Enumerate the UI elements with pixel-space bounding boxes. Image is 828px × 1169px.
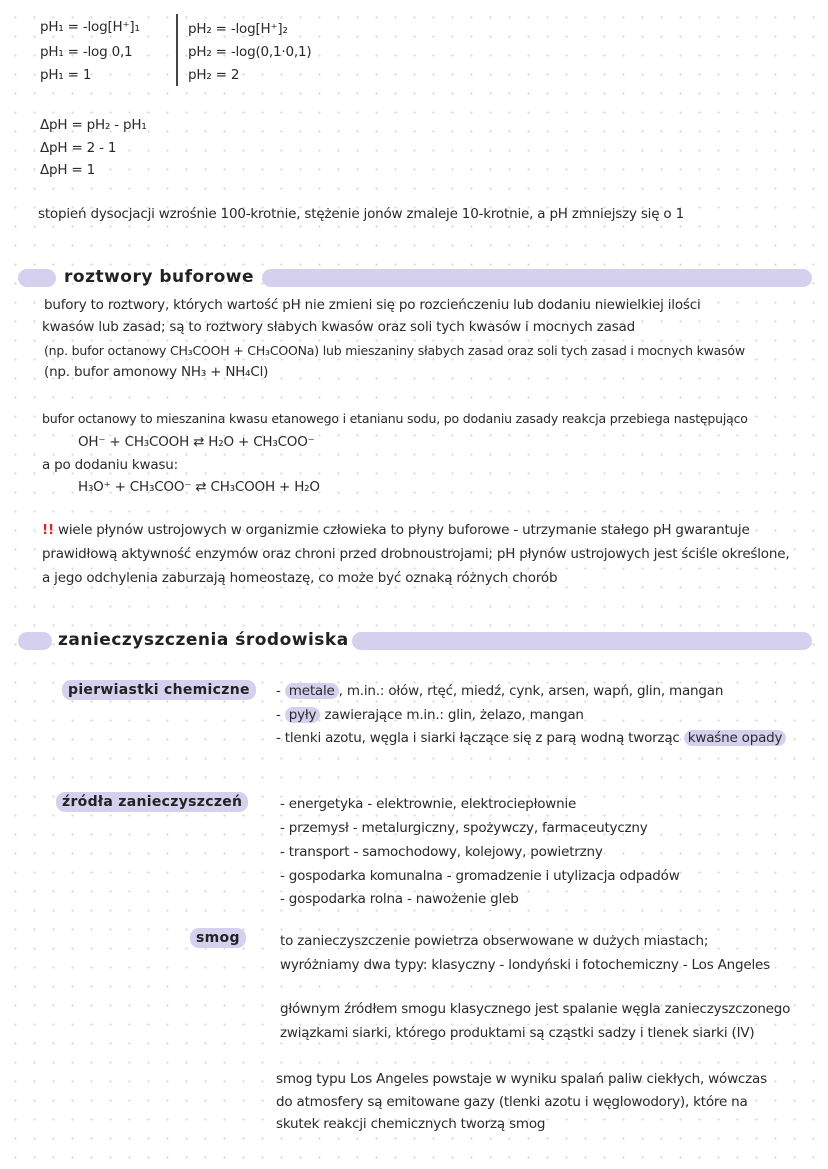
acetate-buffer-text: bufor octanowy to mieszanina kwasu etanowego i etanianu sodu, po dodaniu zasady reakcja przebiega następująco [42,411,748,426]
label-smog: smog [190,928,246,948]
reaction-base: OH⁻ + CH₃COOH ⇄ H₂O + CH₃COO⁻ [78,434,315,450]
calc-conclusion: stopień dysocjacji wzrośnie 100-krotnie, stężenie jonów zmaleje 10-krotnie, a pH zmniejszy się o 1 [38,206,684,222]
calc-left-line-2: pH₁ = -log 0,1 [40,44,133,60]
highlight-metals: metale [285,683,339,699]
smog-p3-line-2: do atmosfery są emitowane gazy (tlenki azotu i węglowodory), które na [276,1094,748,1110]
smog-p1-line-2: wyróżniamy dwa typy: klasyczny - londyński i fotochemiczny - Los Angeles [280,957,770,973]
heading-bar-right [262,269,812,287]
reaction-acid: H₃O⁺ + CH₃COO⁻ ⇄ CH₃COOH + H₂O [78,479,320,495]
elements-line-2 [276,706,584,724]
smog-p1-line-1: to zanieczyszczenie powietrza obserwowane w dużych miastach; [280,933,709,949]
buffer-definition-line-3: (np. bufor octanowy CH₃COOH + CH₃COONa) lub mieszaniny słabych zasad oraz soli tych zasad i mocnych kwasów [44,343,745,358]
label-chemical-elements: pierwiastki chemiczne [62,680,256,700]
source-item-4: - gospodarka komunalna - gromadzenie i utylizacja odpadów [280,868,680,884]
calc-divider [176,14,178,86]
heading-bar-left-2 [18,632,52,650]
highlight-dust: pyły [285,707,321,723]
smog-p3-line-3: skutek reakcji chemicznych tworzą smog [276,1116,546,1132]
delta-line-2: ΔpH = 2 - 1 [40,140,117,156]
source-item-5: - gospodarka rolna - nawożenie gleb [280,891,519,907]
elements-line-2-text: zawierające m.in.: glin, żelazo, mangan [320,707,584,723]
section-title-buffers: roztwory buforowe [64,267,254,287]
smog-p2-line-2: związkami siarki, którego produktami są cząstki sadzy i tlenek siarki (IV) [280,1025,755,1041]
smog-p2-line-1: głównym źródłem smogu klasycznego jest spalanie węgla zanieczyszczonego [280,1001,791,1017]
delta-line-1: ΔpH = pH₂ - pH₁ [40,117,147,133]
heading-bar-left [18,269,56,287]
calc-left-line-1: pH₁ = -log[H⁺]₁ [40,19,140,35]
delta-line-3: ΔpH = 1 [40,162,96,178]
after-acid-text: a po dodaniu kwasu: [42,457,178,473]
buffer-note-line-3: a jego odchylenia zaburzają homeostazę, co może być oznaką różnych chorób [42,570,558,586]
source-item-1: - energetyka - elektrownie, elektrociepłownie [280,796,577,812]
buffer-definition-line-4: (np. bufor amonowy NH₃ + NH₄Cl) [44,364,269,380]
warning-mark: !! [42,522,54,538]
calc-left-line-3: pH₁ = 1 [40,67,92,83]
section-title-pollution: zanieczyszczenia środowiska [58,630,349,650]
calc-right-line-1: pH₂ = -log[H⁺]₂ [188,21,288,37]
elements-line-2-dash: - [276,707,285,723]
buffer-definition-line-2: kwasów lub zasad; są to roztwory słabych kwasów oraz soli tych kwasów i mocnych zasad [42,319,635,335]
buffer-note-line-2: prawidłową aktywność enzymów oraz chroni przed drobnoustrojami; pH płynów ustrojowych jest ściśle określone, [42,546,790,562]
highlight-acid-rain: kwaśne opady [684,730,787,746]
elements-line-3 [276,729,786,747]
elements-line-3-text: - tlenki azotu, węgla i siarki łączące się z parą wodną tworząc [276,730,684,746]
note-text-1: wiele płynów ustrojowych w organizmie człowieka to płyny buforowe - utrzymanie stałego pH gwarantuje [58,522,750,538]
smog-p3-line-1: smog typu Los Angeles powstaje w wyniku spalań paliw ciekłych, wówczas [276,1071,767,1087]
calc-right-line-2: pH₂ = -log(0,1·0,1) [188,44,312,60]
buffer-definition-line-1: bufory to roztwory, których wartość pH nie zmieni się po rozcieńczeniu lub dodaniu niewielkiej ilości [44,297,701,313]
source-item-3: - transport - samochodowy, kolejowy, powietrzny [280,844,603,860]
buffer-note-line-1 [42,521,750,539]
calc-right-line-3: pH₂ = 2 [188,67,240,83]
elements-line-1-text: , m.in.: ołów, rtęć, miedź, cynk, arsen, wapń, glin, mangan [338,683,724,699]
elements-line-1: - metale , m.in.: ołów, rtęć, miedź, cynk, arsen, wapń, glin, mangan [276,683,724,699]
label-pollution-sources: źródła zanieczyszczeń [56,792,248,812]
heading-bar-right-2 [352,632,812,650]
source-item-2: - przemysł - metalurgiczny, spożywczy, farmaceutyczny [280,820,648,836]
